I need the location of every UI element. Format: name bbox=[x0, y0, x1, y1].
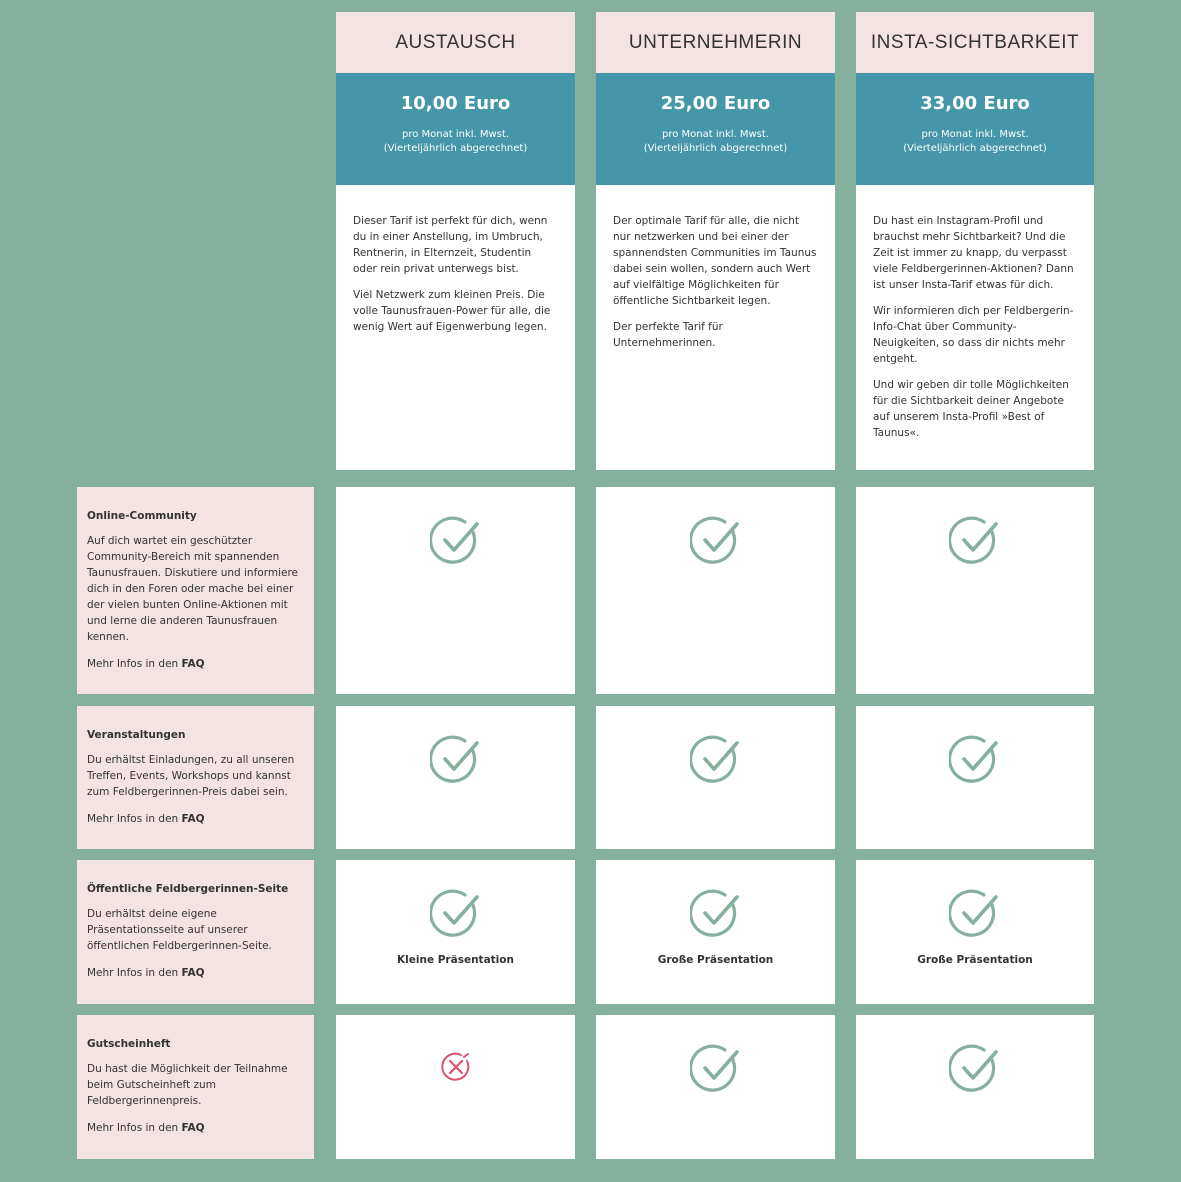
plan-desc-paragraph: Viel Netzwerk zum kleinen Preis. Die volle Taunusfrauen-Power für alle, die wenig Wert auf Eigenwerbung legen. bbox=[353, 289, 551, 333]
faq-link-line bbox=[87, 1122, 205, 1134]
plan-desc-paragraph: Du hast ein Instagram-Profil und brauchst mehr Sichtbarkeit? Und die Zeit ist immer zu knapp, du verpasst viele Feldbergerinnen-Aktionen? Dann ist unser Insta-Tarif etwas für dich. bbox=[873, 215, 1074, 291]
check-icon bbox=[690, 734, 742, 786]
plan-price: 25,00 Euro bbox=[660, 93, 771, 114]
price-note-line: (Vierteljährlich abgerechnet) bbox=[643, 143, 788, 154]
faq-link[interactable]: FAQ bbox=[181, 658, 205, 670]
faq-link-line bbox=[87, 813, 205, 825]
cross-icon bbox=[440, 1051, 472, 1083]
plan-desc-paragraph: Dieser Tarif ist perfekt für dich, wenn du in einer Anstellung, im Umbruch, Rentnerin, in Elternzeit, Studentin oder rein privat unterwegs bist. bbox=[353, 215, 548, 275]
feature-text: Du erhältst deine eigene Präsentationsseite auf unserer öffentlichen Feldbergerinnen-Seite. bbox=[87, 908, 272, 952]
feature-description bbox=[77, 706, 314, 849]
price-note bbox=[856, 128, 1094, 156]
feature-cell bbox=[856, 1015, 1094, 1159]
feature-cell bbox=[596, 860, 835, 1004]
price-note-line: pro Monat inkl. Mwst. bbox=[401, 129, 509, 140]
plan-price-box bbox=[336, 73, 575, 185]
faq-prefix: Mehr Infos in den bbox=[87, 1122, 182, 1134]
plan-desc-paragraph: Wir informieren dich per Feldbergerin-Info-Chat über Community-Neuigkeiten, so dass dir nichts mehr entgeht. bbox=[873, 305, 1074, 365]
feature-title: Veranstaltungen bbox=[87, 729, 186, 741]
faq-prefix: Mehr Infos in den bbox=[87, 813, 182, 825]
faq-link[interactable]: FAQ bbox=[181, 813, 205, 825]
feature-cell-label: Kleine Präsentation bbox=[397, 954, 514, 966]
check-icon bbox=[430, 734, 482, 786]
check-icon bbox=[949, 515, 1001, 567]
plan-desc-paragraph: Der perfekte Tarif für Unternehmerinnen. bbox=[613, 321, 723, 349]
feature-cell bbox=[336, 1015, 575, 1159]
plan-title-austausch bbox=[336, 12, 575, 73]
faq-link[interactable]: FAQ bbox=[181, 1122, 205, 1134]
feature-cell bbox=[856, 487, 1094, 694]
feature-title: Online-Community bbox=[87, 510, 197, 522]
feature-text: Du erhältst Einladungen, zu all unseren Treffen, Events, Workshops und kannst zum Feldbergerinnen-Preis dabei sein. bbox=[87, 754, 295, 798]
feature-text: Du hast die Möglichkeit der Teilnahme beim Gutscheinheft zum Feldbergerinnenpreis. bbox=[87, 1063, 288, 1107]
feature-cell bbox=[336, 487, 575, 694]
feature-description bbox=[77, 487, 314, 694]
feature-cell bbox=[596, 706, 835, 849]
check-icon bbox=[690, 888, 742, 940]
feature-cell bbox=[856, 706, 1094, 849]
faq-link-line bbox=[87, 658, 205, 670]
price-note bbox=[336, 128, 575, 156]
price-note-line: (Vierteljährlich abgerechnet) bbox=[903, 143, 1047, 154]
plan-price-box bbox=[596, 73, 835, 185]
feature-description bbox=[77, 1015, 314, 1159]
check-icon bbox=[430, 888, 482, 940]
feature-cell-label: Große Präsentation bbox=[657, 954, 774, 966]
feature-cell bbox=[596, 1015, 835, 1159]
plan-title: AUSTAUSCH bbox=[395, 31, 516, 53]
check-icon bbox=[430, 515, 482, 567]
price-note bbox=[596, 128, 835, 156]
plan-description bbox=[336, 185, 575, 470]
feature-cell-label: Große Präsentation bbox=[917, 954, 1033, 966]
plan-title: UNTERNEHMERIN bbox=[628, 31, 803, 53]
plan-title: INSTA-SICHTBARKEIT bbox=[870, 31, 1080, 53]
price-note-line: pro Monat inkl. Mwst. bbox=[921, 129, 1029, 140]
faq-link[interactable]: FAQ bbox=[181, 967, 205, 979]
plan-price: 10,00 Euro bbox=[400, 93, 511, 114]
faq-prefix: Mehr Infos in den bbox=[87, 967, 182, 979]
feature-title: Gutscheinheft bbox=[87, 1038, 171, 1050]
price-note-line: (Vierteljährlich abgerechnet) bbox=[383, 143, 528, 154]
plan-price: 33,00 Euro bbox=[920, 93, 1030, 114]
feature-cell bbox=[336, 706, 575, 849]
feature-text: Auf dich wartet ein geschützter Community-Bereich mit spannenden Taunusfrauen. Diskutiere und informiere dich in den Foren oder mache bei einer der vielen bunten Online-Aktionen mit und lerne die anderen Taunusfrauen kennen. bbox=[87, 535, 298, 643]
plan-title-unternehmerin bbox=[596, 12, 835, 73]
check-icon bbox=[949, 734, 1001, 786]
plan-desc-paragraph: Und wir geben dir tolle Möglichkeiten für die Sichtbarkeit deiner Angebote auf unserem Insta-Profil »Best of Taunus«. bbox=[873, 379, 1069, 439]
plan-desc-paragraph: Der optimale Tarif für alle, die nicht nur netzwerken und bei einer der spannendsten Communities im Taunus dabei sein wollen, sondern auch Wert auf vielfältige Möglichkeiten für öffentliche Sichtbarkeit legen. bbox=[613, 215, 817, 307]
faq-link-line bbox=[87, 967, 205, 979]
feature-cell bbox=[856, 860, 1094, 1004]
check-icon bbox=[949, 1043, 1001, 1095]
plan-description bbox=[596, 185, 835, 470]
feature-title: Öffentliche Feldbergerinnen-Seite bbox=[87, 883, 289, 895]
feature-cell bbox=[336, 860, 575, 1004]
feature-cell bbox=[596, 487, 835, 694]
plan-title-insta-sichtbarkeit bbox=[856, 12, 1094, 73]
feature-description bbox=[77, 860, 314, 1004]
check-icon bbox=[690, 1043, 742, 1095]
check-icon bbox=[949, 888, 1001, 940]
faq-prefix: Mehr Infos in den bbox=[87, 658, 182, 670]
plan-price-box bbox=[856, 73, 1094, 185]
price-note-line: pro Monat inkl. Mwst. bbox=[661, 129, 769, 140]
check-icon bbox=[690, 515, 742, 567]
plan-description bbox=[856, 185, 1094, 470]
